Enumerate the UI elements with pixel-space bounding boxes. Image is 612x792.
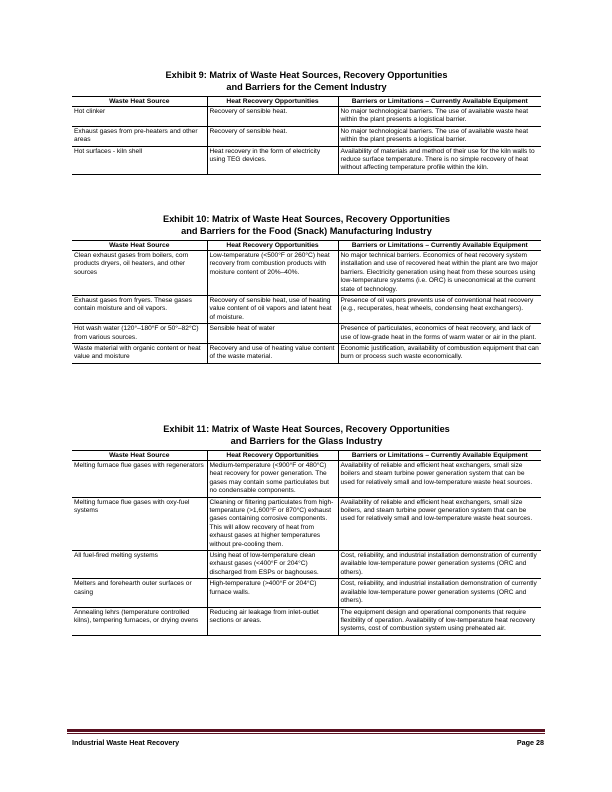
table-cell: No major technological barriers. The use of available waste heat within the plant presents a logistical barrier. bbox=[338, 107, 541, 127]
exhibit-title: Exhibit 11: Matrix of Waste Heat Sources, Recovery Opportunities and Barriers for the Glass Industry bbox=[163, 424, 450, 446]
footer-divider-thin bbox=[67, 733, 545, 734]
column-header: Heat Recovery Opportunities bbox=[207, 451, 338, 461]
column-header: Heat Recovery Opportunities bbox=[207, 241, 338, 251]
table-cell: Availability of reliable and efficient heat exchangers, small size boilers and steam turbine power generation system that can be used for relatively small and low-temperature waste heat sources. bbox=[338, 461, 541, 498]
exhibit-11 bbox=[72, 424, 541, 636]
table-row bbox=[72, 146, 541, 174]
table-row bbox=[72, 607, 541, 635]
table-cell: Exhaust gases from pre-heaters and other areas bbox=[72, 126, 207, 146]
table-header-row bbox=[72, 97, 541, 107]
column-header: Barriers or Limitations – Currently Available Equipment bbox=[338, 97, 541, 107]
column-header: Waste Heat Source bbox=[72, 241, 207, 251]
exhibit-10 bbox=[72, 214, 541, 364]
table-cell: Presence of particulates, economics of heat recovery, and lack of use of low-grade heat in the forms of warm water or air in the plant. bbox=[338, 324, 541, 344]
table-cell: Cleaning or filtering particulates from high-temperature (>1,600°F or 870°C) exhaust gases containing corrosive components. This will allow recovery of heat from exhaust gases at higher temperatures without pre-cooling them. bbox=[207, 497, 338, 550]
table-cell: Reducing air leakage from inlet-outlet sections or areas. bbox=[207, 607, 338, 635]
footer-page-number: Page 28 bbox=[516, 738, 544, 747]
column-header: Waste Heat Source bbox=[72, 451, 207, 461]
table-row bbox=[72, 344, 541, 364]
table-cell: No major technological barriers. The use of available waste heat within the plant presents a logistical barrier. bbox=[338, 126, 541, 146]
column-header: Heat Recovery Opportunities bbox=[207, 97, 338, 107]
table-row bbox=[72, 251, 541, 296]
footer-document-title: Industrial Waste Heat Recovery bbox=[72, 738, 180, 747]
table-cell: Medium-temperature (<900°F or 480°C) heat recovery for power generation. The gases may contain some particulates but no condensable components. bbox=[207, 461, 338, 498]
exhibit-9 bbox=[72, 70, 541, 175]
footer-divider bbox=[67, 729, 545, 732]
table-row bbox=[72, 107, 541, 127]
table-row bbox=[72, 579, 541, 607]
table-cell: Heat recovery in the form of electricity using TEG devices. bbox=[207, 146, 338, 174]
table-cell: Availability of reliable and efficient heat exchangers, small size boilers, and steam turbine power generation system that can be used for relatively small and low-temperature waste heat sources. bbox=[338, 497, 541, 550]
column-header: Barriers or Limitations – Currently Available Equipment bbox=[338, 451, 541, 461]
table-cell: Low-temperature (<500°F or 260°C) heat recovery from combustion products with moisture content of 20%–40%. bbox=[207, 251, 338, 296]
glass-table bbox=[72, 450, 541, 636]
exhibit-title: Exhibit 9: Matrix of Waste Heat Sources, Recovery Opportunities and Barriers for the Cement Industry bbox=[165, 70, 448, 92]
table-cell: Hot wash water (120°–180°F or 50°–82°C) from various sources. bbox=[72, 324, 207, 344]
table-row bbox=[72, 461, 541, 498]
table-cell: Annealing lehrs (temperature controlled kilns), tempering furnaces, or drying ovens bbox=[72, 607, 207, 635]
column-header: Barriers or Limitations – Currently Available Equipment bbox=[338, 241, 541, 251]
table-cell: No major technical barriers. Economics of heat recovery system installation and use of recovered heat within the plant are two major barriers. Electricity generation using heat from these sources using low-temperature systems (i.e. ORC) is uneconomical at the current state of technology. bbox=[338, 251, 541, 296]
table-cell: Exhaust gases from fryers. These gases contain moisture and oil vapors. bbox=[72, 296, 207, 324]
table-cell: Presence of oil vapors prevents use of conventional heat recovery (e.g., recuperates, heat wheels, condensing heat exchangers). bbox=[338, 296, 541, 324]
table-cell: The equipment design and operational components that require flexibility of operation. Availability of low-temperature heat recovery systems, cost of combustion system using preheated air. bbox=[338, 607, 541, 635]
table-cell: Melting furnace flue gases with oxy-fuel systems bbox=[72, 497, 207, 550]
food-table bbox=[72, 240, 541, 364]
table-cell: High-temperature (>400°F or 204°C) furnace walls. bbox=[207, 579, 338, 607]
table-cell: Economic justification, availability of combustion equipment that can burn or process such waste economically. bbox=[338, 344, 541, 364]
table-cell: Hot clinker bbox=[74, 108, 106, 115]
table-cell: Cost, reliability, and industrial installation demonstration of currently available low-temperature power generation systems (ORC and others). bbox=[338, 579, 541, 607]
table-cell: Melting furnace flue gases with regenerators bbox=[74, 462, 204, 469]
table-row bbox=[72, 296, 541, 324]
table-row bbox=[72, 126, 541, 146]
table-cell: Using heat of low-temperature clean exhaust gases (<400°F or 204°C) discharged from ESPs or baghouses. bbox=[207, 551, 338, 579]
table-row bbox=[72, 551, 541, 579]
table-cell: Clean exhaust gases from boilers, corn products dryers, oil heaters, and other sources bbox=[74, 252, 189, 276]
table-row bbox=[72, 497, 541, 550]
table-cell: Recovery of sensible heat, use of heating value content of oil vapors and latent heat of moisture. bbox=[207, 296, 338, 324]
table-cell: All fuel-fired melting systems bbox=[72, 551, 207, 579]
table-header-row bbox=[72, 451, 541, 461]
table-cell: Sensible heat of water bbox=[207, 324, 338, 344]
table-cell: Melters and forehearth outer surfaces or casing bbox=[72, 579, 207, 607]
cement-table bbox=[72, 96, 541, 175]
table-cell: Hot surfaces - kiln shell bbox=[72, 146, 207, 174]
table-row bbox=[72, 324, 541, 344]
table-cell: Recovery of sensible heat. bbox=[207, 107, 338, 127]
table-cell: Waste material with organic content or heat value and moisture bbox=[72, 344, 207, 364]
column-header: Waste Heat Source bbox=[72, 97, 207, 107]
exhibit-title: Exhibit 10: Matrix of Waste Heat Sources, Recovery Opportunities and Barriers for the Food (Snack) Manufacturing Industry bbox=[162, 214, 451, 236]
table-cell: Recovery of sensible heat. bbox=[207, 126, 338, 146]
table-header-row bbox=[72, 241, 541, 251]
table-cell: Availability of materials and method of their use for the kiln walls to reduce surface temperature. There is no simple recovery of heat without affecting temperature profile within the kiln. bbox=[338, 146, 541, 174]
table-cell: Cost, reliability, and industrial installation demonstration of currently available low-temperature power generation systems (ORC and others). bbox=[338, 551, 541, 579]
table-cell: Recovery and use of heating value content of the waste material. bbox=[207, 344, 338, 364]
